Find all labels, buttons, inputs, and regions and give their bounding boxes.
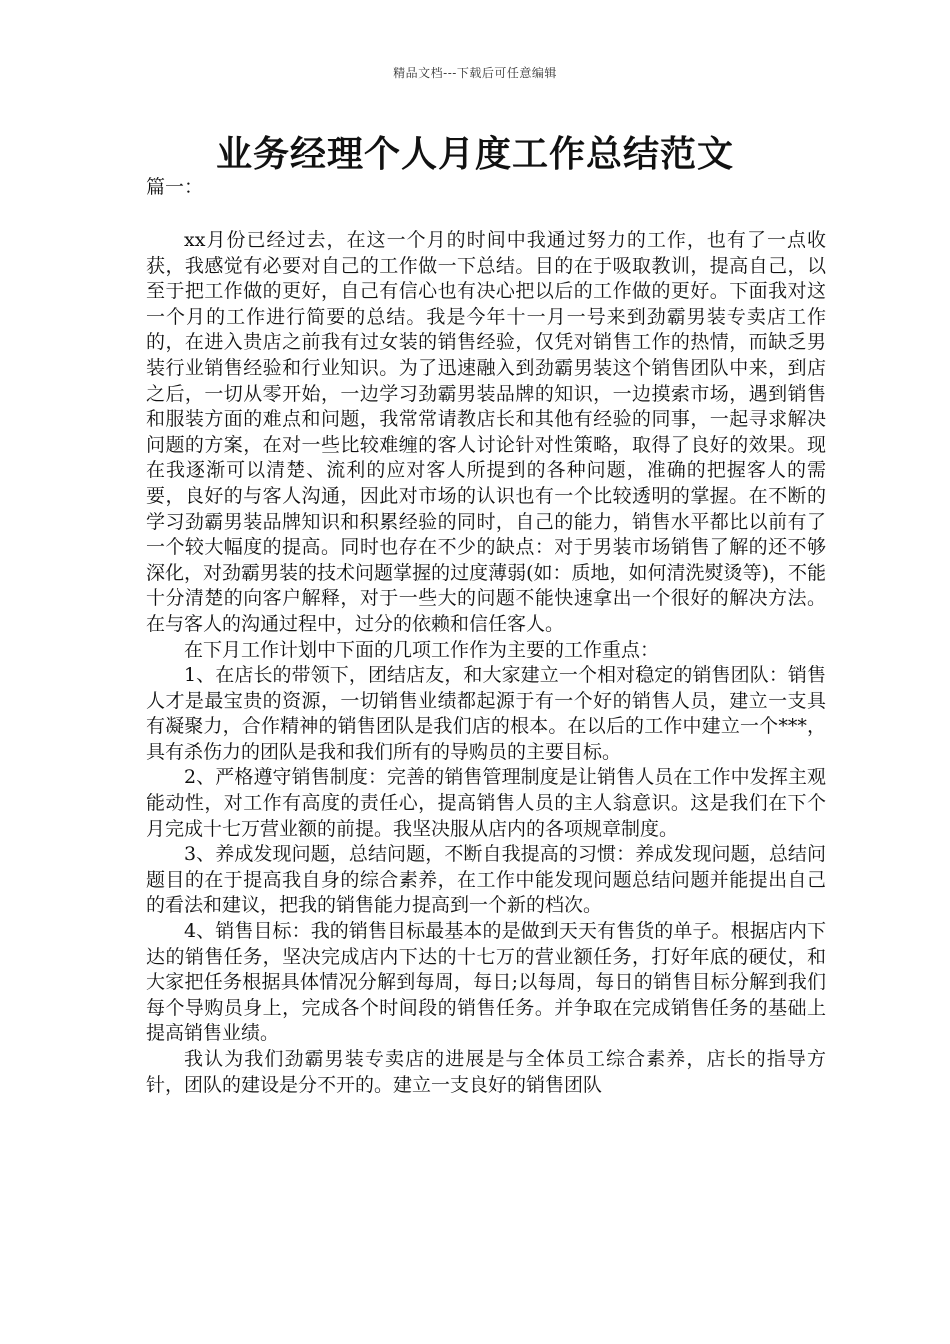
- paragraph-item-4: 4、销售目标：我的销售目标最基本的是做到天天有售货的单子。根据店内下达的销售任务，坚决完成店内下达的十七万的营业额任务，打好年底的硬仗，和大家把任务根据具体情况分解到每周，每日;以每周，每日的销售目标分解到我们每个导购员身上，完成各个时间段的销售任务。并争取在完成销售任务的基础上提高销售业绩。: [146, 920, 826, 1045]
- paragraph-item-3: 3、养成发现问题，总结问题，不断自我提高的习惯：养成发现问题，总结问题目的在于提高我自身的综合素养，在工作中能发现问题总结问题并能提出自己的看法和建议，把我的销售能力提高到一个新的档次。: [146, 843, 826, 917]
- paragraph-item-1: 1、在店长的带领下，团结店友，和大家建立一个相对稳定的销售团队：销售人才是最宝贵的资源，一切销售业绩都起源于有一个好的销售人员，建立一支具有凝聚力，合作精神的销售团队是我们店的根本。在以后的工作中建立一个***，具有杀伤力的团队是我和我们所有的导购员的主要目标。: [146, 664, 826, 763]
- page-header: 精品文档---下载后可任意编辑: [393, 66, 557, 80]
- paragraph-intro: xx月份已经过去，在这一个月的时间中我通过努力的工作，也有了一点收获，我感觉有必要对自己的工作做一下总结。目的在于吸取教训，提高自己，以至于把工作做的更好，自己有信心也有决心把以后的工作做的更好。下面我对这一个月的工作进行简要的总结。我是今年十一月一号来到劲霸男装专卖店工作的，在进入贵店之前我有过女装的销售经验，仅凭对销售工作的热情，而缺乏男装行业销售经验和行业知识。为了迅速融入到劲霸男装这个销售团队中来，到店之后，一切从零开始，一边学习劲霸男装品牌的知识，一边摸索市场，遇到销售和服装方面的难点和问题，我常常请教店长和其他有经验的同事，一起寻求解决问题的方案，在对一些比较难缠的客人讨论针对性策略，取得了良好的效果。现在我逐渐可以清楚、流利的应对客人所提到的各种问题，准确的把握客人的需要，良好的与客人沟通，因此对市场的认识也有一个比较透明的掌握。在不断的学习劲霸男装品牌知识和积累经验的同时，自己的能力，销售水平都比以前有了一个较大幅度的提高。同时也存在不少的缺点：对于男装市场销售了解的还不够深化，对劲霸男装的技术问题掌握的过度薄弱(如：质地，如何清洗熨烫等)，不能十分清楚的向客户解释，对于一些大的问题不能快速拿出一个很好的解决方法。在与客人的沟通过程中，过分的依赖和信任客人。: [146, 229, 826, 635]
- document-title: 业务经理个人月度工作总结范文: [215, 134, 734, 175]
- section-label: 篇一：: [146, 176, 204, 198]
- paragraph-plan-heading: 在下月工作计划中下面的几项工作作为主要的工作重点：: [184, 638, 660, 661]
- document-body: [146, 228, 826, 1098]
- paragraph-item-2: 2、严格遵守销售制度：完善的销售管理制度是让销售人员在工作中发挥主观能动性，对工作有高度的责任心，提高销售人员的主人翁意识。这是我们在下个月完成十七万营业额的前提。我坚决服从店内的各项规章制度。: [146, 766, 826, 840]
- paragraph-closing: 我认为我们劲霸男装专卖店的进展是与全体员工综合素养，店长的指导方针，团队的建设是分不开的。建立一支良好的销售团队: [146, 1048, 826, 1096]
